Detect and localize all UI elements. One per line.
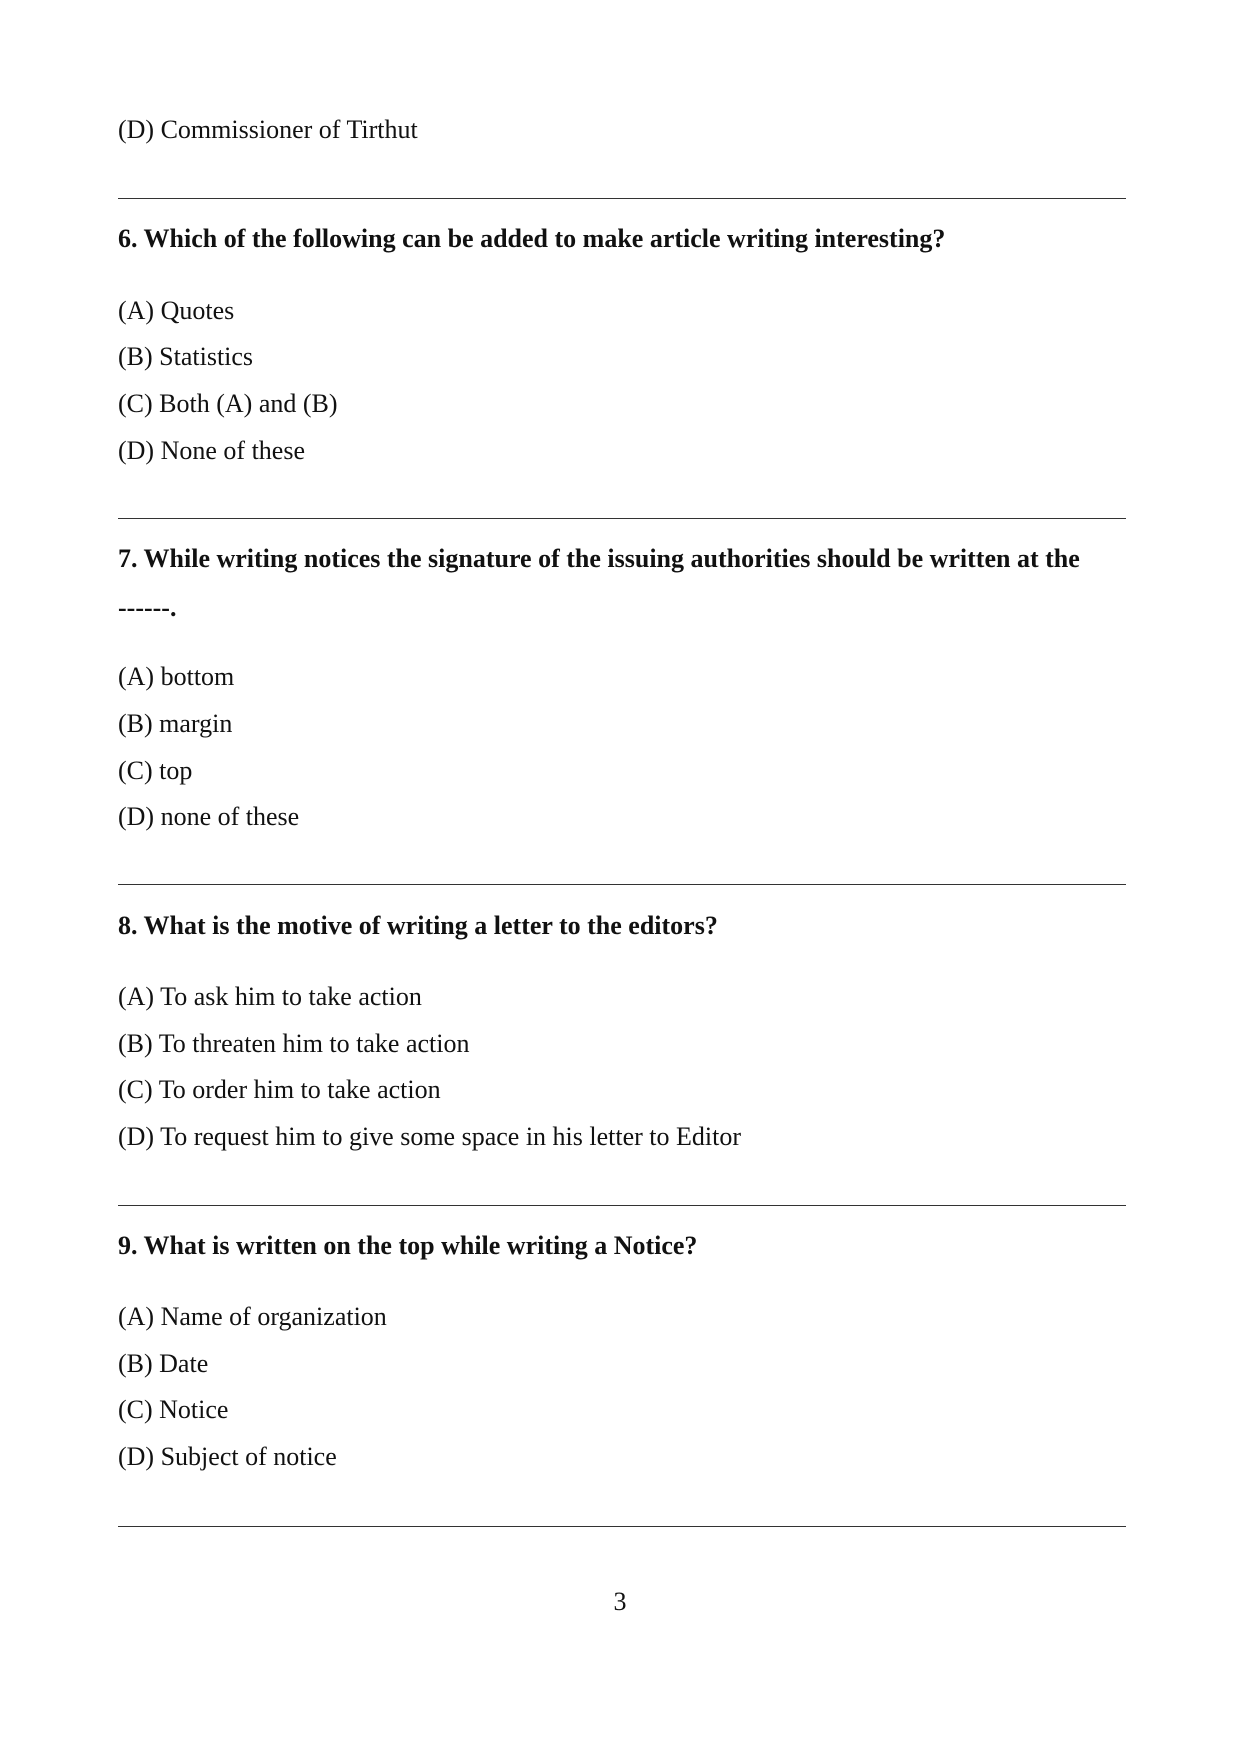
question-8-option-d: (D) To request him to give some space in his letter to Editor bbox=[118, 1122, 742, 1151]
option-text: (D) Commissioner of Tirthut bbox=[118, 115, 418, 144]
question-7-option-a: (A) bottom bbox=[118, 662, 235, 691]
question-6-option-d: (D) None of these bbox=[118, 436, 305, 465]
question-9-option-b: (B) Date bbox=[118, 1349, 209, 1378]
question-6-text: 6. Which of the following can be added to make article writing interesting? bbox=[118, 224, 946, 253]
question-7-option-d: (D) none of these bbox=[118, 802, 300, 831]
question-7-text: 7. While writing notices the signature of the issuing authorities should be written at the bbox=[118, 544, 1080, 573]
divider bbox=[118, 198, 1126, 199]
question-9-text: 9. What is written on the top while writing a Notice? bbox=[118, 1231, 698, 1260]
divider bbox=[118, 884, 1126, 885]
question-8-text: 8. What is the motive of writing a letter to the editors? bbox=[118, 911, 718, 940]
question-8-option-b: (B) To threaten him to take action bbox=[118, 1029, 470, 1058]
divider bbox=[118, 518, 1126, 519]
question-6-option-a: (A) Quotes bbox=[118, 296, 235, 325]
question-6-option-b: (B) Statistics bbox=[118, 342, 254, 371]
question-7-option-b: (B) margin bbox=[118, 709, 233, 738]
question-8-option-c: (C) To order him to take action bbox=[118, 1075, 441, 1104]
page-number: 3 bbox=[613, 1587, 627, 1616]
question-9-option-d: (D) Subject of notice bbox=[118, 1442, 337, 1471]
question-9-option-a: (A) Name of organization bbox=[118, 1302, 387, 1331]
question-7-option-c: (C) top bbox=[118, 756, 193, 785]
question-9-option-c: (C) Notice bbox=[118, 1395, 229, 1424]
divider bbox=[118, 1526, 1126, 1527]
divider bbox=[118, 1205, 1126, 1206]
question-8-option-a: (A) To ask him to take action bbox=[118, 982, 422, 1011]
question-6-option-c: (C) Both (A) and (B) bbox=[118, 389, 338, 418]
question-7-text-continued: ------. bbox=[118, 593, 177, 622]
